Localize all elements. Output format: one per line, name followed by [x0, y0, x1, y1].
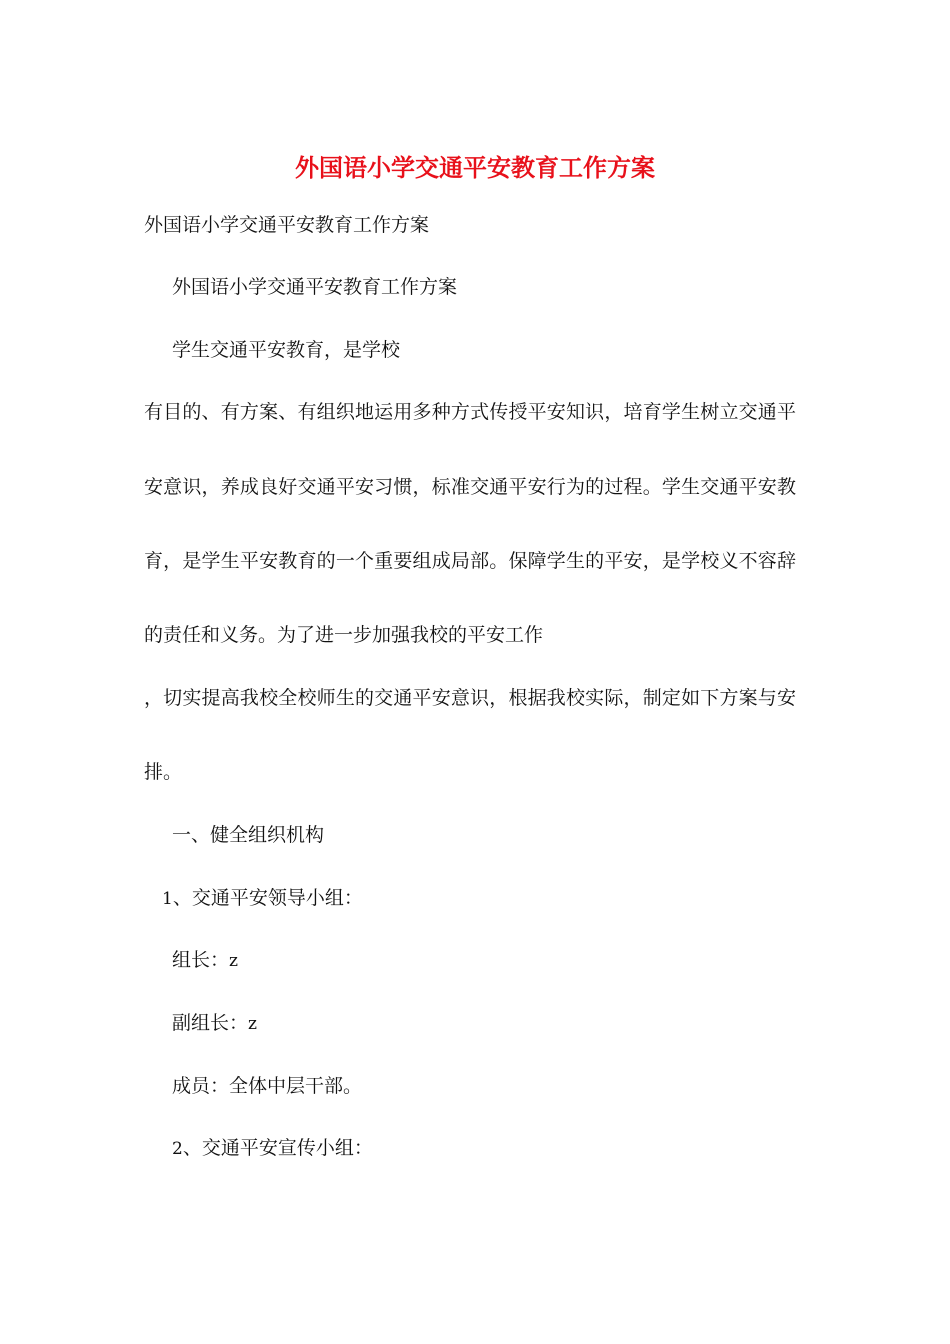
leader-value: z	[229, 951, 238, 971]
list-item-number: 2	[172, 1139, 183, 1159]
list-item	[172, 1135, 373, 1162]
list-item-number: 1	[162, 889, 173, 909]
paragraph-line: 学生交通平安教育，是学校	[172, 339, 401, 361]
list-item-text: 、交通平安领导小组：	[172, 887, 363, 909]
paragraph-line: 育，是学生平安教育的一个重要组成局部。保障学生的平安，是学校义不容辞	[144, 550, 796, 572]
document-title: 外国语小学交通平安教育工作方案	[295, 153, 655, 182]
list-item	[162, 885, 363, 912]
section-heading: 一、健全组织机构	[172, 824, 325, 846]
leader-label: 组长：	[172, 949, 230, 971]
subtitle-line: 外国语小学交通平安教育工作方案	[144, 214, 430, 236]
list-item-text: 、交通平安宣传小组：	[182, 1137, 373, 1159]
heading-line: 外国语小学交通平安教育工作方案	[172, 276, 458, 298]
paragraph-line: 的责任和义务。为了进一步加强我校的平安工作	[144, 624, 544, 646]
paragraph-line: 有目的、有方案、有组织地运用多种方式传授平安知识，培育学生树立交通平	[144, 401, 796, 423]
leader-line	[172, 947, 238, 974]
deputy-value: z	[248, 1014, 257, 1034]
deputy-label: 副组长：	[172, 1012, 249, 1034]
deputy-line	[172, 1010, 257, 1037]
paragraph-line: ，切实提高我校全校师生的交通平安意识，根据我校实际，制定如下方案与安	[144, 687, 796, 709]
members-line: 成员：全体中层干部。	[172, 1075, 363, 1097]
paragraph-line: 排。	[144, 761, 183, 783]
paragraph-line: 安意识，养成良好交通平安习惯，标准交通平安行为的过程。学生交通平安教	[144, 476, 796, 498]
